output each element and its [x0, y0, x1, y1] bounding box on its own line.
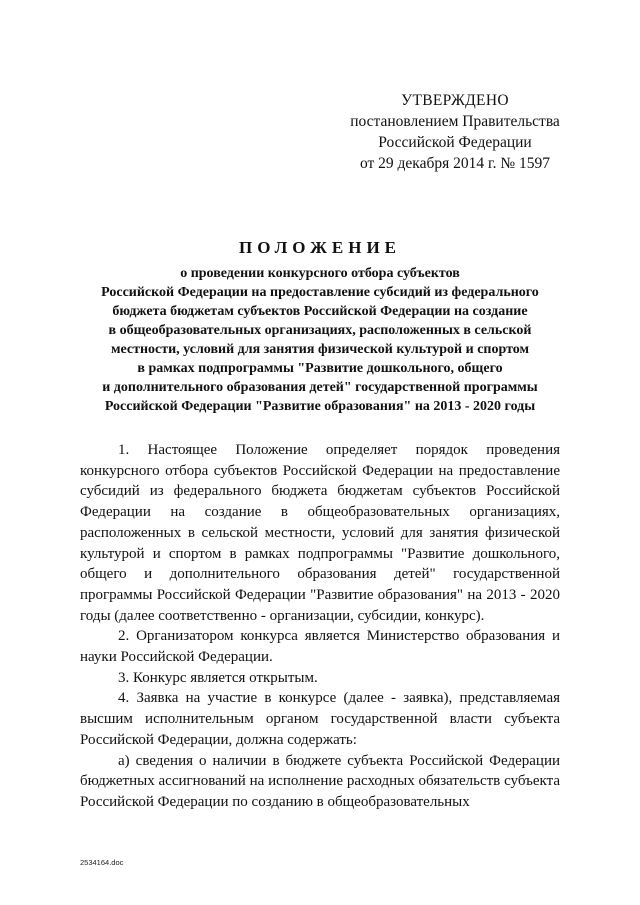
subtitle-line: местности, условий для занятия физической культурой и спортом — [110, 342, 530, 357]
paragraph-1: 1. Настоящее Положение определяет порядок проведения конкурсного отбора субъектов Российской Федерации на предоставление субсидий из федерального бюджета бюджетам субъектов Российской Федерации на создание в общеобразовательных организациях, расположенных в сельской местности, условий для занятия физической культурой и спортом в рамках подпрограммы "Развитие дошкольного, общего и дополнительного образования детей" государственной программы Российской Федерации "Развитие образования" на 2013 - 2020 годы (далее соответственно - организации, субсидии, конкурс). — [80, 442, 560, 624]
approval-line-2: Российской Федерации — [378, 134, 532, 151]
file-name-footer: 2534164.doc — [80, 858, 124, 867]
subtitle-line: Российской Федерации "Развитие образования" на 2013 - 2020 годы — [104, 399, 536, 414]
subtitle-line: и дополнительного образования детей" государственной программы — [102, 380, 538, 395]
approval-block — [320, 90, 590, 174]
paragraph-4a: а) сведения о наличии в бюджете субъекта Российской Федерации бюджетных ассигнований на исполнение расходных обязательств субъекта Российской Федерации по созданию в общеобразовательных — [80, 752, 560, 810]
paragraph-3: 3. Конкурс является открытым. — [118, 669, 318, 686]
approval-heading: УТВЕРЖДЕНО — [401, 92, 509, 109]
document-title: ПОЛОЖЕНИЕ — [239, 238, 401, 257]
subtitle-line: о проведении конкурсного отбора субъектов — [180, 266, 460, 281]
document-subtitle — [60, 264, 580, 416]
paragraph-2: 2. Организатором конкурса является Министерство образования и науки Российской Федерации. — [80, 628, 560, 666]
paragraph-4: 4. Заявка на участие в конкурсе (далее - заявка), представляемая высшим исполнительным органом государственной власти субъекта Российской Федерации, должна содержать: — [80, 690, 560, 748]
subtitle-line: Российской Федерации на предоставление субсидий из федерального — [101, 285, 539, 300]
subtitle-line: бюджета бюджетам субъектов Российской Федерации на создание — [112, 304, 528, 319]
subtitle-line: в рамках подпрограммы "Развитие дошкольного, общего — [137, 361, 503, 376]
approval-line-1: постановлением Правительства — [350, 113, 560, 130]
subtitle-line: в общеобразовательных организациях, расположенных в сельской — [108, 323, 532, 338]
document-body — [80, 440, 560, 813]
approval-line-3: от 29 декабря 2014 г. № 1597 — [359, 155, 551, 172]
